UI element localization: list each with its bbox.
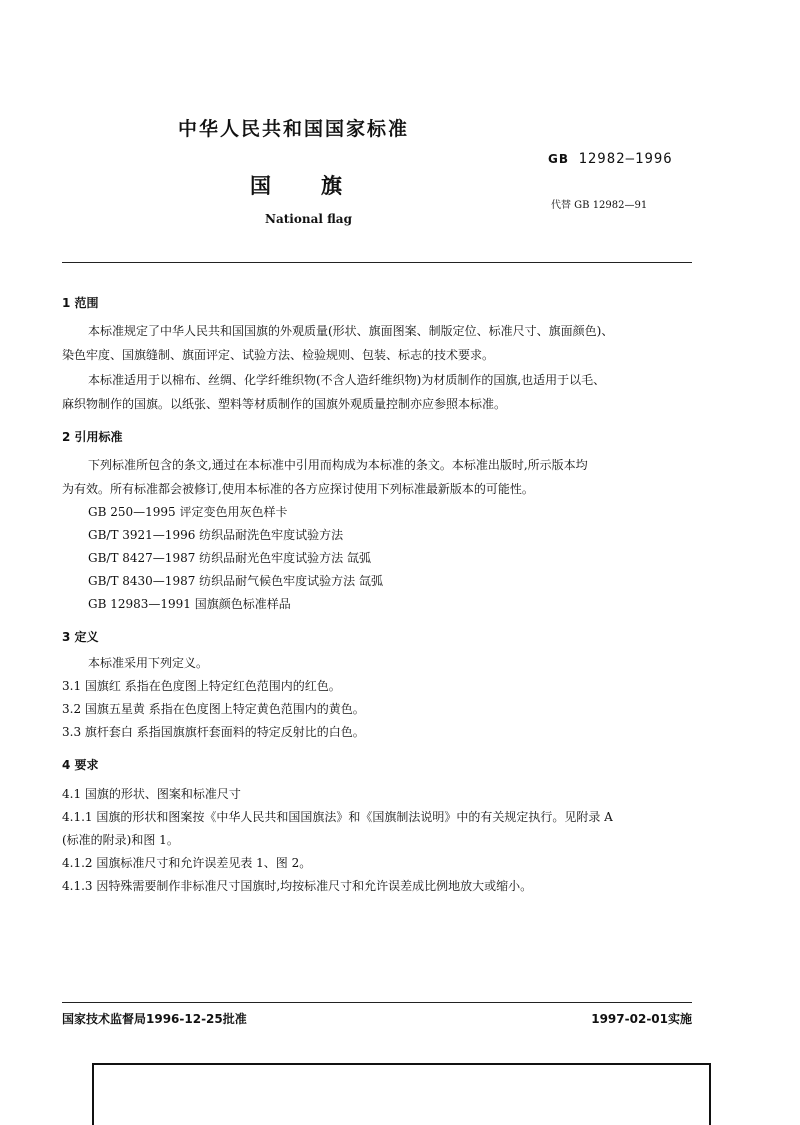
reference-item: GB/T 8427—1987 纺织品耐光色牢度试验方法 氙弧 [88,551,371,565]
header-divider [62,262,692,263]
section-1-paragraph-2-line-2: 麻织物制作的国旗。以纸张、塑料等材质制作的国旗外观质量控制亦应参照本标准。 [62,397,507,411]
section-2-heading: 2 引用标准 [62,430,123,444]
section-4-heading: 4 要求 [62,758,99,772]
replaces-note: 代替 GB 12982—91 [551,200,648,211]
requirement-4-1-2: 4.1.2 国旗标准尺寸和允许误差见表 1、图 2。 [62,856,312,870]
definition-item: 3.2 国旗五星黄 系指在色度图上特定黄色范围内的黄色。 [62,702,365,716]
standard-code: 12982—1996 [578,151,673,167]
standard-number [548,151,673,167]
reference-item: GB 12983—1991 国旗颜色标准样品 [88,597,291,611]
section-1-paragraph-1-line-1: 本标准规定了中华人民共和国国旗的外观质量(形状、旗面图案、制版定位、标准尺寸、旗面颜色)、 [88,324,614,338]
requirement-4-1-1-line-1: 4.1.1 国旗的形状和图案按《中华人民共和国国旗法》和《国旗制法说明》中的有关规定执行。见附录 A [62,810,613,824]
document-title: 国旗 [250,174,392,198]
next-page-frame [92,1063,711,1125]
issuing-body-title: 中华人民共和国国家标准 [178,118,410,140]
requirement-4-1-3: 4.1.3 因特殊需要制作非标准尺寸国旗时,均按标准尺寸和允许误差成比例地放大或缩小。 [62,879,533,893]
definition-item: 3.3 旗杆套白 系指国旗旗杆套面料的特定反射比的白色。 [62,725,365,739]
document-title-english: National flag [265,212,352,226]
standard-prefix: GB [548,152,569,166]
section-2-paragraph-line-1: 下列标准所包含的条文,通过在本标准中引用而构成为本标准的条文。本标准出版时,所示版本均 [88,458,588,472]
section-1-paragraph-1-line-2: 染色牢度、国旗缝制、旗面评定、试验方法、检验规则、包装、标志的技术要求。 [62,348,495,362]
definition-item: 3.1 国旗红 系指在色度图上特定红色范围内的红色。 [62,679,341,693]
section-3-intro: 本标准采用下列定义。 [88,656,209,670]
requirement-4-1: 4.1 国旗的形状、图案和标准尺寸 [62,787,241,801]
section-1-paragraph-2-line-1: 本标准适用于以棉布、丝绸、化学纤维织物(不含人造纤维织物)为材质制作的国旗,也适用于以毛、 [88,373,606,387]
section-3-heading: 3 定义 [62,630,99,644]
requirement-4-1-1-line-2: (标准的附录)和图 1。 [62,833,179,847]
reference-item: GB/T 3921—1996 纺织品耐洗色牢度试验方法 [88,528,344,542]
reference-item: GB 250—1995 评定变色用灰色样卡 [88,505,288,519]
section-1-heading: 1 范围 [62,296,99,310]
section-2-paragraph-line-2: 为有效。所有标准都会被修订,使用本标准的各方应探讨使用下列标准最新版本的可能性。 [62,482,534,496]
approval-date: 国家技术监督局1996-12-25批准 [62,1012,247,1026]
footer-divider [62,1002,692,1003]
effective-date: 1997-02-01实施 [591,1012,692,1026]
reference-item: GB/T 8430—1987 纺织品耐气候色牢度试验方法 氙弧 [88,574,383,588]
